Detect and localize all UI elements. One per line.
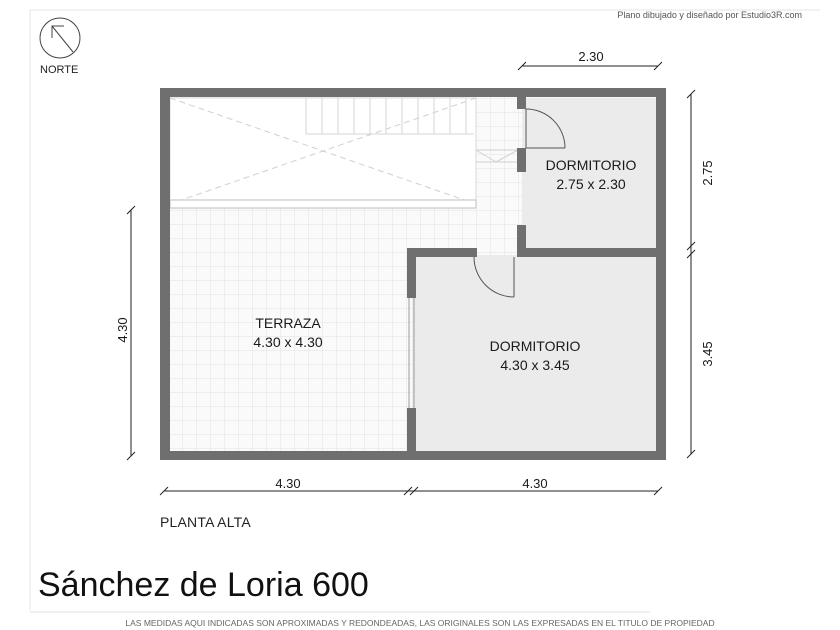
page-title: Sánchez de Loria 600 bbox=[38, 566, 369, 604]
dimension-label-right-upper: 2.75 bbox=[700, 160, 715, 186]
dimension-label-right-lower: 3.45 bbox=[700, 341, 715, 367]
room-dormitorio-small bbox=[522, 98, 657, 250]
credit-text: Plano dibujado y diseñado por Estudio3R.com bbox=[617, 10, 802, 20]
dimension-label-bottom-left: 4.30 bbox=[275, 476, 301, 491]
room-name-terraza: TERRAZA bbox=[255, 315, 321, 331]
disclaimer-text: LAS MEDIDAS AQUI INDICADAS SON APROXIMADAS Y REDONDEADAS, LAS ORIGINALES SON LAS EXPRESADAS EN EL TITULO DE PROPIEDAD bbox=[125, 618, 715, 628]
dimension-label-bottom-right: 4.30 bbox=[522, 476, 548, 491]
room-size-dorm-large: 4.30 x 3.45 bbox=[500, 357, 570, 373]
room-name-dorm-small: DORMITORIO bbox=[545, 157, 637, 173]
dimension-label-top: 2.30 bbox=[578, 49, 604, 64]
plan-label: PLANTA ALTA bbox=[160, 514, 251, 530]
north-label: NORTE bbox=[40, 64, 79, 76]
room-name-dorm-large: DORMITORIO bbox=[489, 338, 581, 354]
room-size-terraza: 4.30 x 4.30 bbox=[253, 334, 323, 350]
stair-void bbox=[170, 98, 476, 208]
dimension-label-left: 4.30 bbox=[115, 317, 130, 343]
room-size-dorm-small: 2.75 x 2.30 bbox=[556, 176, 626, 192]
north-arrow-icon bbox=[40, 18, 80, 58]
